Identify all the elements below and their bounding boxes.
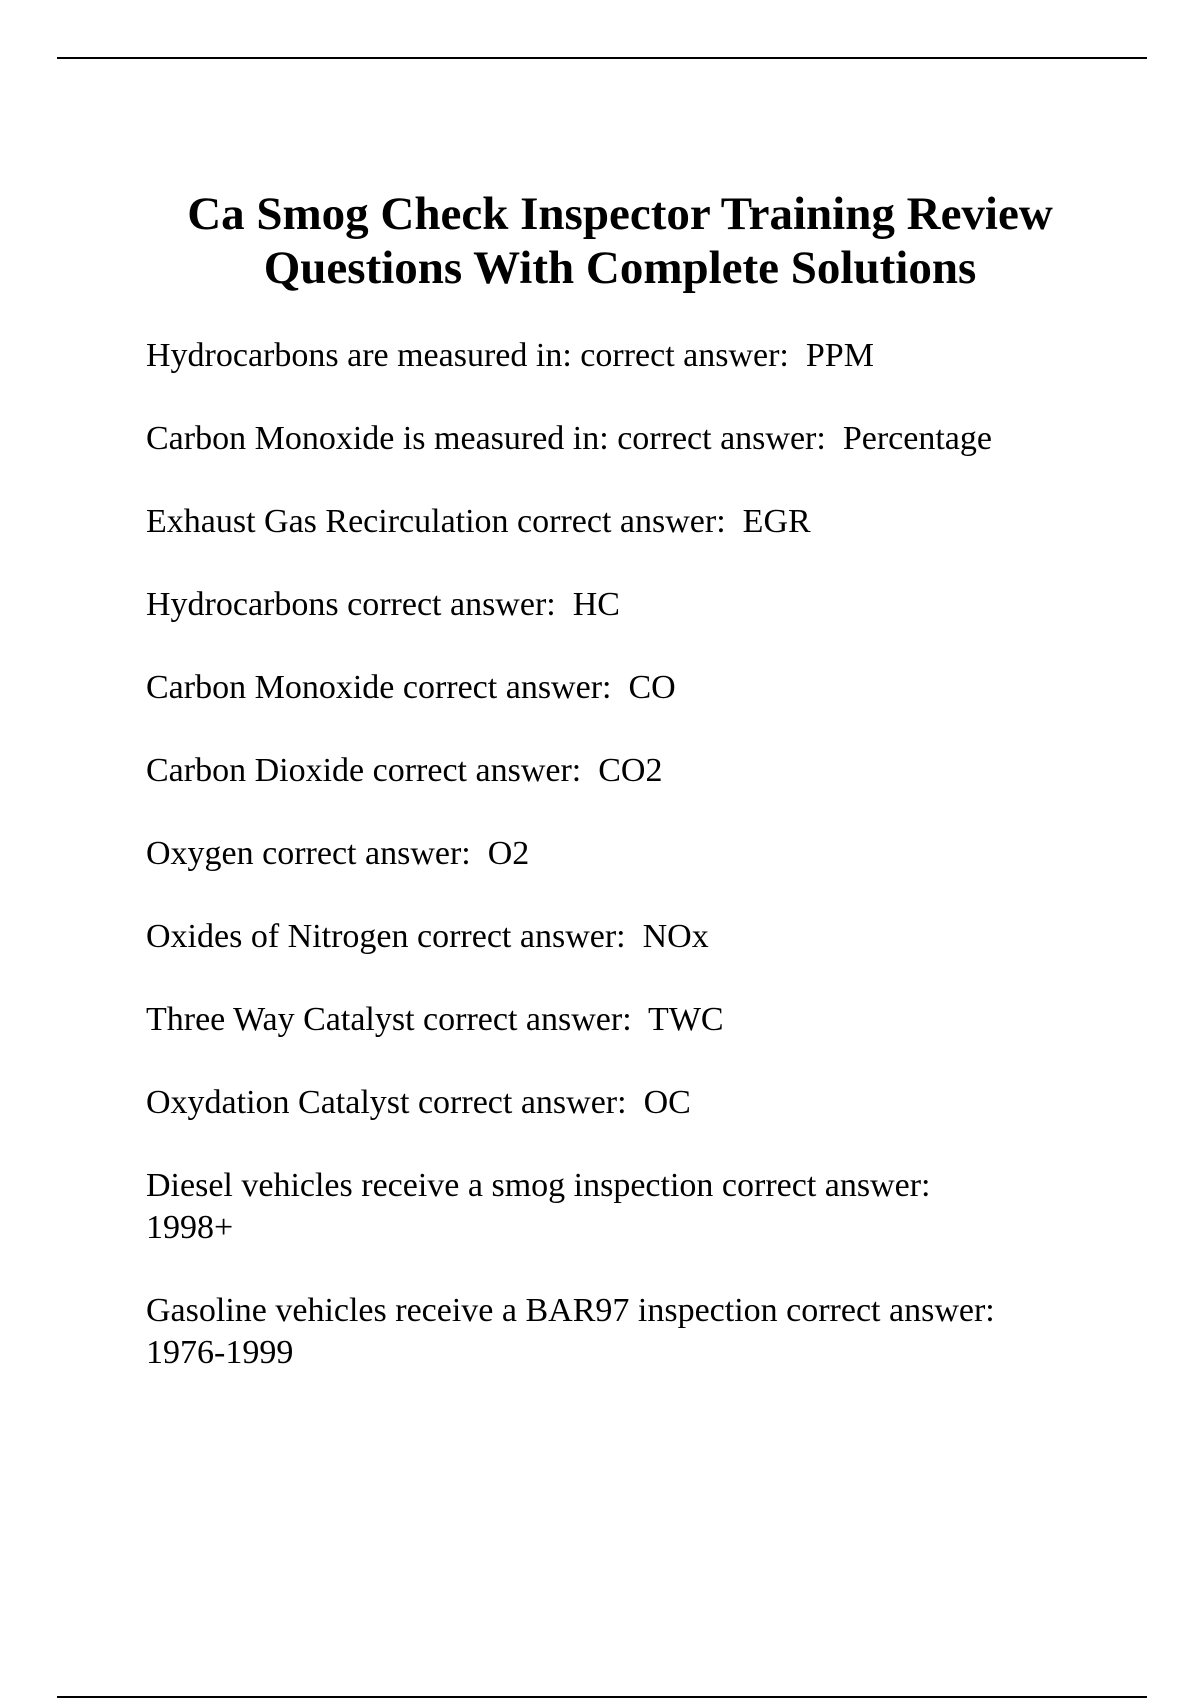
question-text: Diesel vehicles receive a smog inspection correct answer:	[146, 1167, 931, 1204]
question-text: Hydrocarbons correct answer:	[146, 586, 556, 623]
question-text: Oxygen correct answer:	[146, 835, 471, 872]
qa-item	[146, 833, 1146, 875]
qa-item	[146, 584, 1146, 626]
answer-text: CO	[628, 669, 676, 706]
question-text: Oxides of Nitrogen correct answer:	[146, 918, 626, 955]
qa-item	[146, 1082, 1146, 1124]
answer-text: NOx	[642, 918, 709, 955]
top-rule	[57, 57, 1147, 59]
bottom-rule	[57, 1696, 1147, 1698]
qa-item	[146, 750, 1146, 792]
answer-text: Percentage	[842, 420, 992, 457]
question-text: Three Way Catalyst correct answer:	[146, 1001, 632, 1038]
qa-item	[146, 335, 1146, 377]
answer-text: TWC	[648, 1001, 724, 1038]
answer-text: EGR	[742, 503, 811, 540]
answer-text: O2	[487, 835, 530, 872]
qa-item	[146, 999, 1146, 1041]
qa-item	[146, 667, 1146, 709]
answer-text: CO2	[598, 752, 663, 789]
question-text: Carbon Dioxide correct answer:	[146, 752, 582, 789]
answer-text: PPM	[805, 337, 874, 374]
qa-list	[146, 335, 1146, 1415]
qa-item	[146, 916, 1146, 958]
answer-text: OC	[643, 1084, 691, 1121]
document-title	[100, 187, 1140, 295]
qa-item	[146, 1290, 1146, 1374]
qa-item	[146, 1165, 1146, 1249]
question-text: Carbon Monoxide correct answer:	[146, 669, 612, 706]
question-text: Carbon Monoxide is measured in: correct answer:	[146, 420, 826, 457]
question-text: Oxydation Catalyst correct answer:	[146, 1084, 627, 1121]
question-text: Exhaust Gas Recirculation correct answer:	[146, 503, 726, 540]
question-text: Gasoline vehicles receive a BAR97 inspection correct answer:	[146, 1292, 995, 1329]
answer-text: 1976-1999	[146, 1334, 294, 1371]
qa-item	[146, 501, 1146, 543]
title-line-2: Questions With Complete Solutions	[263, 242, 977, 294]
title-line-1: Ca Smog Check Inspector Training Review	[187, 188, 1053, 240]
question-text: Hydrocarbons are measured in: correct answer:	[146, 337, 789, 374]
answer-text: 1998+	[146, 1209, 234, 1246]
qa-item	[146, 418, 1146, 460]
answer-text: HC	[572, 586, 620, 623]
